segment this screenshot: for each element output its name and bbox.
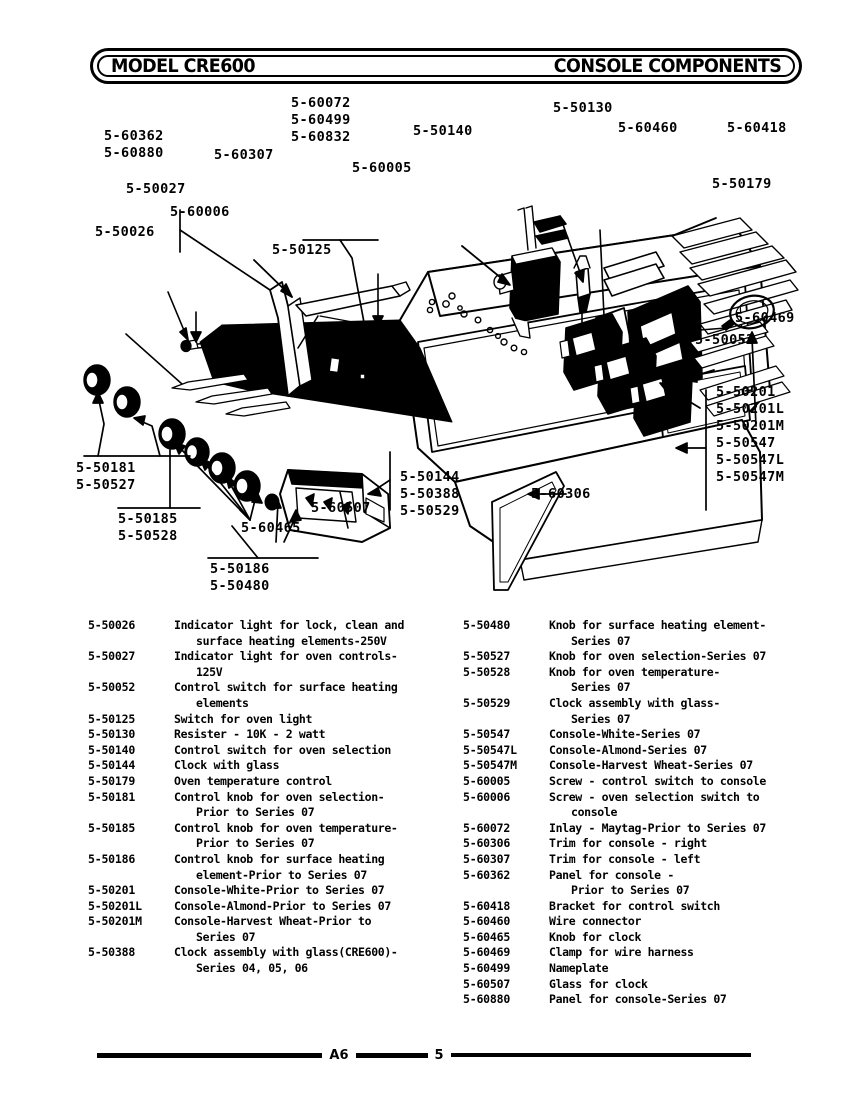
part-number: 5-50179 [88, 773, 136, 788]
page-number: 5 [434, 1047, 444, 1063]
part-description: Oven temperature control [174, 773, 332, 788]
parts-list-entry [88, 899, 463, 915]
parts-list-entry [463, 868, 838, 899]
part-number: 5-50547L [463, 742, 517, 757]
parts-list-entry [463, 821, 838, 837]
parts-list-entry [463, 774, 838, 790]
callout-5-50181 [76, 460, 136, 494]
part-description: Control knob for oven selection- Prior to Series 07 [174, 790, 463, 821]
part-number: 5-50130 [88, 727, 136, 742]
parts-list-entry [463, 618, 838, 649]
part-number: 5-50527 [463, 649, 511, 664]
parts-list-entry [88, 790, 463, 821]
part-description: Console-Harvest Wheat-Prior to Series 07 [174, 914, 463, 945]
parts-list-entry [88, 774, 463, 790]
parts-list-entry [88, 883, 463, 899]
part-number: 5-50052 [88, 680, 136, 695]
callout-5-60460: 5-60460 [618, 120, 678, 136]
parts-list-entry [463, 696, 838, 727]
part-number: 5-50528 [463, 664, 511, 679]
callout-line: 5-50201L [716, 401, 785, 417]
page-footer [0, 1040, 848, 1070]
callout-5-50130: 5-50130 [553, 100, 613, 116]
part-description-continuation: element-Prior to Series 07 [196, 867, 367, 882]
part-description: Wire connector [549, 914, 642, 929]
page-header-banner [90, 48, 802, 84]
parts-list-entry [463, 961, 838, 977]
part-number: 5-60418 [463, 898, 511, 913]
callout-line: 5-50201M [716, 418, 785, 434]
part-description-continuation: Series 04, 05, 06 [196, 961, 308, 976]
parts-list-entry [88, 727, 463, 743]
parts-list-entry [88, 649, 463, 680]
callout-line: 5-50547 [716, 435, 776, 451]
parts-list-entry [463, 930, 838, 946]
callout-console-group [716, 384, 784, 486]
part-number: 5-50125 [88, 711, 136, 726]
parts-list-entry [463, 836, 838, 852]
callout-5-60507: 5-60507 [311, 500, 371, 516]
part-number: 5-60465 [463, 929, 511, 944]
parts-list-entry [463, 914, 838, 930]
part-number: 5-60460 [463, 914, 511, 929]
footer-rule-mid [356, 1053, 428, 1058]
part-number: 5-60469 [463, 945, 511, 960]
part-description-continuation: Prior to Series 07 [196, 836, 315, 851]
part-description: Console-White-Prior to Series 07 [174, 883, 385, 898]
callout-line: 5-50181 [76, 460, 136, 476]
model-label: MODEL CRE600 [111, 55, 256, 77]
part-number: 5-60006 [463, 789, 511, 804]
parts-list-entry [88, 712, 463, 728]
callout-5-50052: 5-50052 [695, 332, 755, 348]
parts-list-entry [463, 743, 838, 759]
footer-rule-right [451, 1053, 751, 1057]
part-description: Control knob for oven temperature- Prior to Series 07 [174, 821, 463, 852]
parts-list-left-column [88, 618, 463, 977]
part-number: 5-50480 [463, 618, 511, 632]
part-number: 5-60005 [463, 773, 511, 788]
parts-list-entry [463, 727, 838, 743]
parts-list-entry [88, 914, 463, 945]
part-description: Trim for console - right [549, 836, 707, 851]
part-description-continuation: Series 07 [571, 711, 631, 726]
part-number: 5-50181 [88, 789, 136, 804]
callout-line: 5-50480 [210, 578, 270, 594]
callout-5-60469: 5-60469 [735, 310, 795, 326]
part-description-continuation: console [571, 805, 618, 820]
part-description: Bracket for control switch [549, 898, 720, 913]
part-number: 5-50186 [88, 851, 136, 866]
part-description-continuation: Series 07 [571, 633, 631, 648]
part-description: Knob for clock [549, 929, 642, 944]
part-description: Screw - oven selection switch to console [549, 790, 838, 821]
callout-line: 5-50388 [400, 486, 460, 502]
part-description: Control knob for surface heating element-Prior to Series 07 [174, 852, 463, 883]
part-description: Console-White-Series 07 [549, 727, 701, 742]
part-description: Screw - control switch to console [549, 773, 766, 788]
callout-line: 5-50185 [118, 511, 178, 527]
part-number: 5-50547M [463, 758, 517, 773]
callout-5-50140: 5-50140 [413, 123, 473, 139]
parts-list-entry [463, 945, 838, 961]
part-description: Panel for console-Series 07 [549, 992, 727, 1007]
callout-line: 5-60499 [291, 112, 351, 128]
part-description-continuation: elements [196, 695, 249, 710]
parts-list-right-column [463, 618, 838, 1008]
part-description: Console-Almond-Prior to Series 07 [174, 898, 391, 913]
part-description: Knob for oven temperature- Series 07 [549, 665, 838, 696]
callout-5-50179: 5-50179 [712, 176, 772, 192]
part-description-continuation: 125V [196, 664, 223, 679]
parts-list-entry [463, 665, 838, 696]
part-description: Knob for oven selection-Series 07 [549, 649, 766, 664]
parts-list-entry [88, 680, 463, 711]
callout-line: 5-60072 [291, 95, 351, 111]
part-number: 5-50201 [88, 883, 136, 898]
callout-5-50186 [210, 561, 270, 595]
callout-5-60306: 5-60306 [531, 486, 591, 502]
callout-line: 5-50186 [210, 561, 270, 577]
callout-5-50125: 5-50125 [272, 242, 332, 258]
part-description: Indicator light for lock, clean and surface heating elements-250V [174, 618, 463, 649]
part-description: Control switch for oven selection [174, 742, 391, 757]
part-description-continuation: surface heating elements-250V [196, 633, 387, 648]
part-description: Clock with glass [174, 758, 280, 773]
part-number: 5-50547 [463, 727, 511, 742]
part-description: Clock assembly with glass(CRE600)- Series 04, 05, 06 [174, 945, 463, 976]
part-number: 5-60307 [463, 851, 511, 866]
callout-5-50027: 5-50027 [126, 181, 186, 197]
part-number: 5-50144 [88, 758, 136, 773]
part-number: 5-50201L [88, 898, 142, 913]
part-number: 5-50388 [88, 945, 136, 960]
callout-5-60005: 5-60005 [352, 160, 412, 176]
parts-list-entry [88, 618, 463, 649]
parts-list-entry [463, 758, 838, 774]
part-number: 5-50026 [88, 618, 136, 632]
callout-5-60362 [104, 128, 164, 162]
part-description-continuation: Series 07 [571, 680, 631, 695]
part-description-continuation: Series 07 [196, 929, 256, 944]
part-description-continuation: Prior to Series 07 [571, 883, 690, 898]
part-description-continuation: Prior to Series 07 [196, 805, 315, 820]
part-description: Glass for clock [549, 976, 648, 991]
part-number: 5-50529 [463, 695, 511, 710]
callout-line: 5-50144 [400, 469, 460, 485]
part-description: Clamp for wire harness [549, 945, 694, 960]
callout-line: 5-50529 [400, 503, 460, 519]
callout-line: 5-60880 [104, 145, 164, 161]
callout-clock-group [400, 469, 460, 520]
part-description: Knob for surface heating element- Series 07 [549, 618, 838, 649]
part-description: Inlay - Maytag-Prior to Series 07 [549, 820, 766, 835]
parts-list-entry [88, 743, 463, 759]
part-number: 5-50027 [88, 649, 136, 664]
callout-5-60006: 5-60006 [170, 204, 230, 220]
parts-list [0, 618, 848, 1018]
part-number: 5-60306 [463, 836, 511, 851]
callout-line: 5-60362 [104, 128, 164, 144]
callout-5-60465: 5-60465 [241, 520, 301, 536]
callout-5-60072 [291, 95, 351, 146]
callout-line: 5-50547M [716, 469, 785, 485]
part-number: 5-60499 [463, 961, 511, 976]
parts-list-entry [88, 945, 463, 976]
parts-list-entry [88, 758, 463, 774]
part-number: 5-60072 [463, 820, 511, 835]
part-description: Switch for oven light [174, 711, 313, 726]
parts-list-entry [88, 821, 463, 852]
callout-line: 5-50547L [716, 452, 785, 468]
callout-5-50026: 5-50026 [95, 224, 155, 240]
part-description: Clock assembly with glass- Series 07 [549, 696, 838, 727]
parts-list-entry [463, 977, 838, 993]
catalog-code: A6 [329, 1047, 349, 1063]
part-description: Control switch for surface heating elements [174, 680, 463, 711]
part-description: Trim for console - left [549, 851, 701, 866]
callout-5-60418: 5-60418 [727, 120, 787, 136]
part-description: Console-Almond-Series 07 [549, 742, 707, 757]
part-description: Console-Harvest Wheat-Series 07 [549, 758, 753, 773]
parts-list-entry [463, 899, 838, 915]
exploded-parts-diagram [0, 90, 848, 600]
section-title: CONSOLE COMPONENTS [553, 55, 781, 77]
page-header-inner [97, 55, 795, 77]
callout-5-60307: 5-60307 [214, 147, 274, 163]
callout-line: 5-50201 [716, 384, 776, 400]
part-description: Panel for console - Prior to Series 07 [549, 868, 838, 899]
parts-list-entry [463, 992, 838, 1008]
part-number: 5-50140 [88, 742, 136, 757]
footer-rule-left [97, 1053, 322, 1058]
part-number: 5-60880 [463, 992, 511, 1007]
parts-list-entry [463, 649, 838, 665]
parts-list-entry [88, 852, 463, 883]
part-description: Nameplate [549, 961, 609, 976]
part-number: 5-60362 [463, 867, 511, 882]
parts-list-entry [463, 852, 838, 868]
callout-line: 5-50528 [118, 528, 178, 544]
callout-line: 5-50527 [76, 477, 136, 493]
part-number: 5-50185 [88, 820, 136, 835]
part-description: Indicator light for oven controls- 125V [174, 649, 463, 680]
part-description: Resister - 10K - 2 watt [174, 727, 326, 742]
part-number: 5-60507 [463, 976, 511, 991]
part-number: 5-50201M [88, 914, 142, 929]
callout-5-50185 [118, 511, 178, 545]
callout-line: 5-60832 [291, 129, 351, 145]
parts-list-entry [463, 790, 838, 821]
